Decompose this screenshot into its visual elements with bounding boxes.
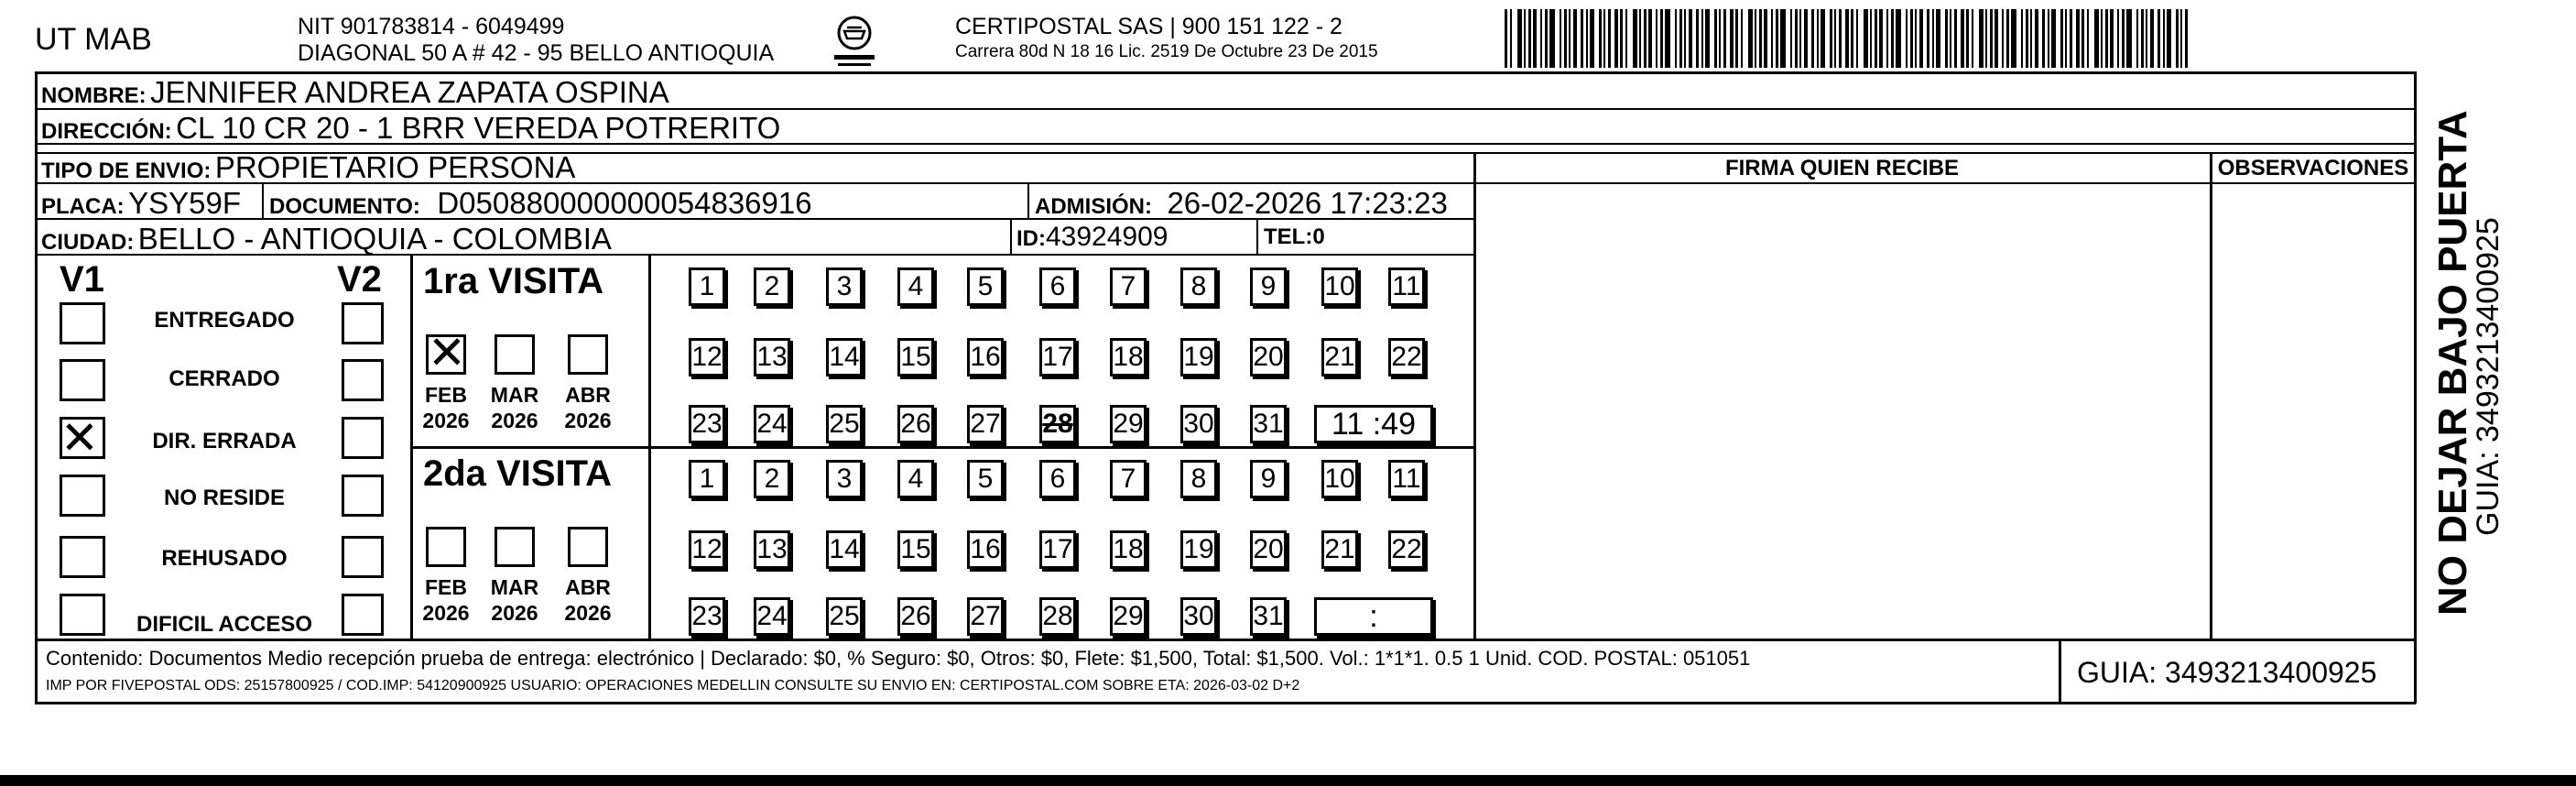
day-box-2-27[interactable]: 27 [967,597,1004,636]
day-box-2-31[interactable]: 31 [1250,597,1287,636]
day-box-2-22[interactable]: 22 [1388,530,1425,569]
day-box-1-13[interactable]: 13 [754,338,790,377]
day-box-2-5[interactable]: 5 [967,460,1004,498]
day-box-2-6[interactable]: 6 [1039,460,1076,498]
documento-value: D050880000000054836916 [437,186,812,220]
day-box-2-4[interactable]: 4 [897,460,934,498]
day-box-1-25[interactable]: 25 [826,405,863,443]
visit-title-2: 2da VISITA [423,453,612,494]
day-box-2-10[interactable]: 10 [1321,460,1358,498]
tel-value: 0 [1312,224,1325,249]
side-guia: GUIA: 3493213400925 [2471,217,2505,536]
documento-row: DOCUMENTO: D050880000000054836916 [269,186,812,220]
nombre-value: JENNIFER ANDREA ZAPATA OSPINA [150,75,669,109]
day-box-2-19[interactable]: 19 [1180,530,1217,569]
day-box-1-7[interactable]: 7 [1110,267,1147,306]
day-box-1-30[interactable]: 30 [1180,405,1217,443]
month-label-2-2 [483,574,547,626]
status-label-3: DIR. ERRADA [152,429,297,453]
v2-label: V2 [337,259,382,300]
day-box-1-28[interactable]: 28 [1039,405,1076,443]
day-box-2-20[interactable]: 20 [1250,530,1287,569]
month-year: 2026 [491,409,538,432]
month-year: 2026 [422,409,470,432]
day-box-2-11[interactable]: 11 [1388,460,1425,498]
company-address: DIAGONAL 50 A # 42 - 95 BELLO ANTIOQUIA [298,40,775,66]
month-check-mark: ✕ [428,326,466,379]
month-name: ABR [565,383,611,407]
v1-checkbox-2[interactable] [60,359,105,401]
month-year: 2026 [564,409,612,432]
day-box-1-1[interactable]: 1 [689,267,725,306]
day-box-1-6[interactable]: 6 [1039,267,1076,306]
day-box-1-5[interactable]: 5 [967,267,1004,306]
id-value: 43924909 [1046,222,1168,252]
day-box-2-18[interactable]: 18 [1110,530,1147,569]
month-checkbox-2-mar[interactable] [495,527,535,567]
status-label-2: CERRADO [168,366,280,391]
day-box-1-20[interactable]: 20 [1250,338,1287,377]
tipo-row: TIPO DE ENVIO: PROPIETARIO PERSONA [41,150,576,184]
placa-row: PLACA: YSY59F [41,186,242,220]
day-box-2-25[interactable]: 25 [826,597,863,636]
visit-title-1: 1ra VISITA [423,261,604,301]
month-checkbox-2-abr[interactable] [568,527,608,567]
day-box-2-8[interactable]: 8 [1180,460,1217,498]
admision-value: 26-02-2026 17:23:23 [1167,186,1448,220]
month-label-1-1 [414,382,478,433]
day-box-2-2[interactable]: 2 [754,460,790,498]
day-box-2-1[interactable]: 1 [689,460,725,498]
v1-label: V1 [60,259,104,300]
day-box-2-30[interactable]: 30 [1180,597,1217,636]
time-box-1[interactable]: 11 :49 [1314,405,1433,443]
month-checkbox-1-mar[interactable] [495,334,535,375]
v2-checkbox-6[interactable] [342,594,384,636]
ciudad-value: BELLO - ANTIOQUIA - COLOMBIA [137,222,612,256]
day-box-2-16[interactable]: 16 [967,530,1004,569]
status-label-4: NO RESIDE [163,486,286,510]
day-box-1-12[interactable]: 12 [689,338,725,377]
day-box-2-23[interactable]: 23 [689,597,725,636]
v2-checkbox-3[interactable] [342,417,384,459]
day-box-2-15[interactable]: 15 [897,530,934,569]
month-name: MAR [490,575,539,599]
day-box-1-23[interactable]: 23 [689,405,725,443]
month-year: 2026 [422,601,470,625]
status-label-6: DIFICIL ACCESO [136,612,312,637]
v1-checkbox-4[interactable] [60,475,105,517]
nombre-row: NOMBRE: JENNIFER ANDREA ZAPATA OSPINA [41,75,669,109]
day-box-2-24[interactable]: 24 [754,597,790,636]
day-box-1-22[interactable]: 22 [1388,338,1425,377]
day-box-1-24[interactable]: 24 [754,405,790,443]
day-box-1-27[interactable]: 27 [967,405,1004,443]
month-name: MAR [490,383,539,407]
day-box-1-9[interactable]: 9 [1250,267,1287,306]
month-name: FEB [425,575,467,599]
month-year: 2026 [564,601,612,625]
tel-row: TEL:0 [1264,224,1325,249]
tipo-value: PROPIETARIO PERSONA [214,150,576,184]
company-name: UT MAB [35,22,152,57]
v2-checkbox-4[interactable] [342,475,384,517]
day-box-1-29[interactable]: 29 [1110,405,1147,443]
day-box-1-16[interactable]: 16 [967,338,1004,377]
day-box-2-12[interactable]: 12 [689,530,725,569]
day-box-1-15[interactable]: 15 [897,338,934,377]
barcode [1505,9,2191,68]
day-box-2-7[interactable]: 7 [1110,460,1147,498]
direccion-value: CL 10 CR 20 - 1 BRR VEREDA POTRERITO [176,111,781,145]
imp-text: IMP POR FIVEPOSTAL ODS: 25157800925 / COD.IMP: 54120900925 USUARIO: OPERACIONES MEDELLIN CONSULTE SU ENVIO EN: CERTIPOSTAL.COM SOBRE ETA: 2026-03-02 D+2 [46,678,1300,693]
month-checkbox-2-feb[interactable] [426,527,466,567]
day-box-1-10[interactable]: 10 [1321,267,1358,306]
v1-check-mark: ✕ [60,411,99,464]
day-box-2-26[interactable]: 26 [897,597,934,636]
day-box-2-14[interactable]: 14 [826,530,863,569]
id-row: ID:43924909 [1016,222,1168,252]
carrier-name: CERTIPOSTAL SAS | 900 151 122 - 2 [955,14,1342,39]
placa-value: YSY59F [128,186,242,220]
day-box-1-19[interactable]: 19 [1180,338,1217,377]
contenido-text: Contenido: Documentos Medio recepción prueba de entrega: electrónico | Declarado: $0, % Seguro: $0, Otros: $0, Flete: $1,500, Total: $1,500. Vol.: 1*1*1. 0.5 1 Unid. COD. POSTAL: 051051 [46,647,1751,670]
status-label-1: ENTREGADO [154,308,295,333]
direccion-row: DIRECCIÓN: CL 10 CR 20 - 1 BRR VEREDA POTRERITO [41,111,781,145]
v1-checkbox-6[interactable] [60,594,105,636]
day-box-1-26[interactable]: 26 [897,405,934,443]
day-box-2-9[interactable]: 9 [1250,460,1287,498]
month-name: ABR [565,575,611,599]
no-dejar-text: NO DEJAR BAJO PUERTA [2430,110,2475,616]
month-year: 2026 [491,601,538,625]
day-box-1-31[interactable]: 31 [1250,405,1287,443]
footer-guia: GUIA: 3493213400925 [2077,656,2377,689]
month-checkbox-1-abr[interactable] [568,334,608,375]
day-box-1-3[interactable]: 3 [826,267,863,306]
day-box-2-17[interactable]: 17 [1039,530,1076,569]
day-box-2-29[interactable]: 29 [1110,597,1147,636]
day-box-1-18[interactable]: 18 [1110,338,1147,377]
nit: NIT 901783814 - 6049499 [298,14,565,39]
day-box-1-2[interactable]: 2 [754,267,790,306]
day-box-1-14[interactable]: 14 [826,338,863,377]
carrier-address: Carrera 80d N 18 16 Lic. 2519 De Octubre 23 De 2015 [955,42,1378,61]
day-box-2-3[interactable]: 3 [826,460,863,498]
month-label-2-1 [414,574,478,626]
v1-checkbox-1[interactable] [60,302,105,344]
ciudad-row: CIUDAD: BELLO - ANTIOQUIA - COLOMBIA [41,222,612,256]
status-label-5: REHUSADO [161,546,288,571]
v2-checkbox-1[interactable] [342,302,384,344]
admision-row: ADMISIÓN: 26-02-2026 17:23:23 [1035,186,1448,220]
day-box-2-21[interactable]: 21 [1321,530,1358,569]
time-box-2[interactable]: : [1314,597,1433,636]
observaciones-header: OBSERVACIONES [2217,156,2409,180]
v2-checkbox-2[interactable] [342,359,384,401]
day-box-1-17[interactable]: 17 [1039,338,1076,377]
day-box-1-4[interactable]: 4 [897,267,934,306]
day-box-2-13[interactable]: 13 [754,530,790,569]
month-label-1-2 [483,382,547,433]
month-name: FEB [425,383,467,407]
v1-checkbox-5[interactable] [60,536,105,578]
day-box-1-21[interactable]: 21 [1321,338,1358,377]
firma-header: FIRMA QUIEN RECIBE [1724,156,1960,180]
certipostal-logo [829,13,880,70]
day-box-1-11[interactable]: 11 [1388,267,1425,306]
day-box-1-8[interactable]: 8 [1180,267,1217,306]
v2-checkbox-5[interactable] [342,536,384,578]
day-box-2-28[interactable]: 28 [1039,597,1076,636]
month-label-1-3 [556,382,620,433]
month-label-2-3 [556,574,620,626]
